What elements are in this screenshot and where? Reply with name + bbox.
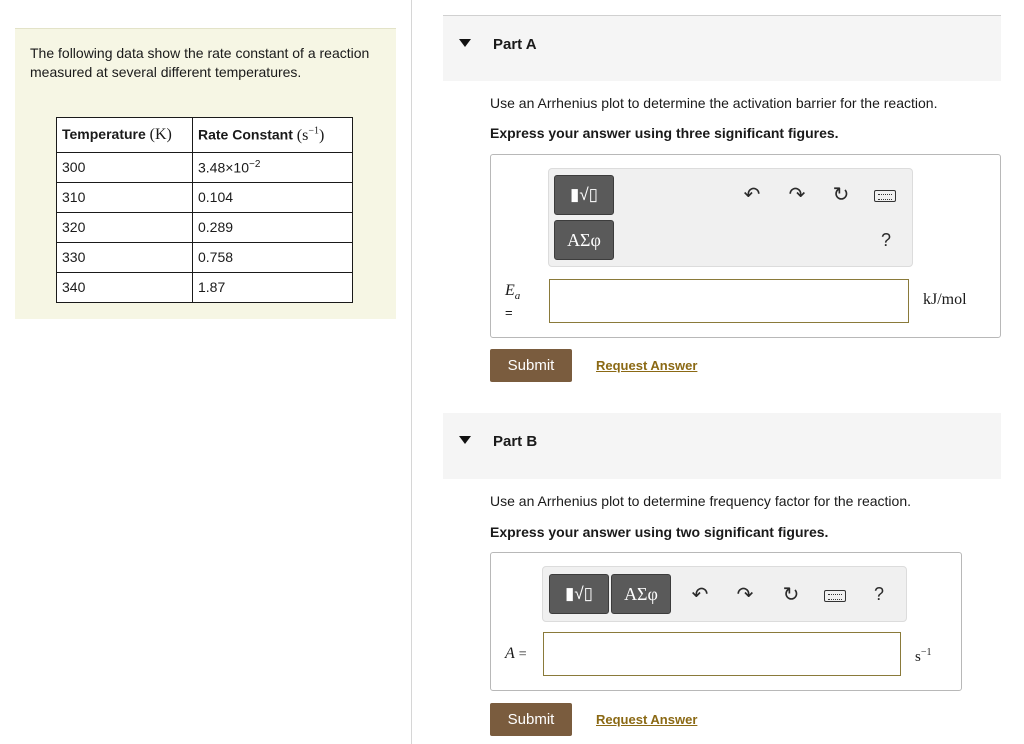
table-row (57, 153, 353, 183)
col-temperature-header: Temperature (K) (57, 118, 193, 153)
templates-button[interactable]: ▮√▯ (554, 175, 614, 215)
temperature-cell: 310 (57, 183, 193, 213)
table-row (57, 183, 353, 213)
part-a-answer-box (490, 154, 1001, 338)
help-button[interactable]: ? (880, 230, 891, 250)
problem-panel (15, 28, 396, 319)
table-row (57, 273, 353, 303)
table-row (57, 213, 353, 243)
help-button[interactable]: ? (873, 584, 884, 604)
table-row (57, 243, 353, 273)
problem-intro: The following data show the rate constant of a reaction measured at several different temperatures. (30, 45, 370, 80)
greek-symbols-button[interactable]: ΑΣφ (611, 574, 671, 614)
part-b-submit-button[interactable]: Submit (490, 703, 572, 736)
part-b-question: Use an Arrhenius plot to determine frequency factor for the reaction. (490, 493, 912, 509)
col-rate-constant-header: Rate Constant $(s^{-1})$ (193, 118, 353, 153)
part-b-variable-label: A = (505, 645, 527, 662)
table-header-row (57, 118, 353, 153)
temperature-cell: 300 (57, 153, 193, 183)
temperature-cell: 340 (57, 273, 193, 303)
reset-icon[interactable]: ↻ (832, 184, 850, 206)
part-a-instruction: Express your answer using three significant figures. (490, 125, 839, 141)
part-a-toolbar (548, 168, 913, 267)
redo-icon[interactable]: ↷ (736, 584, 754, 606)
part-a-equals: = (505, 305, 513, 320)
column-divider (411, 0, 412, 744)
part-b-answer-box (490, 552, 962, 691)
part-a-title: Part A (493, 36, 537, 53)
part-a-variable-label: $E_a$ (505, 282, 521, 303)
part-b-request-answer-link[interactable]: Request Answer (596, 712, 698, 727)
redo-icon[interactable]: ↷ (788, 184, 806, 206)
part-a-header[interactable] (443, 15, 1001, 81)
part-a-unit: kJ/mol (923, 291, 967, 308)
rate-constant-cell: 0.289 (193, 213, 353, 243)
part-a-question: Use an Arrhenius plot to determine the activation barrier for the reaction. (490, 95, 938, 111)
part-b-answer-input[interactable] (543, 632, 901, 676)
part-b-title: Part B (493, 433, 538, 450)
rate-constant-cell: 1.87 (193, 273, 353, 303)
reset-icon[interactable]: ↻ (782, 584, 800, 606)
data-table (56, 117, 353, 303)
keyboard-icon[interactable] (874, 189, 896, 207)
collapse-caret-icon[interactable] (459, 436, 471, 444)
part-b-toolbar (542, 566, 907, 622)
undo-icon[interactable]: ↶ (691, 584, 709, 606)
temperature-cell: 320 (57, 213, 193, 243)
rate-constant-cell: $3.48\times 10^{-2}$ (193, 153, 353, 183)
rate-constant-cell: 0.758 (193, 243, 353, 273)
part-b-instruction: Express your answer using two significant figures. (490, 524, 829, 540)
part-a-submit-button[interactable]: Submit (490, 349, 572, 382)
rate-constant-cell: 0.104 (193, 183, 353, 213)
part-a-answer-input[interactable] (549, 279, 909, 323)
temperature-cell: 330 (57, 243, 193, 273)
keyboard-icon[interactable] (824, 589, 846, 607)
collapse-caret-icon[interactable] (459, 39, 471, 47)
undo-icon[interactable]: ↶ (743, 184, 761, 206)
greek-symbols-button[interactable]: ΑΣφ (554, 220, 614, 260)
part-a-request-answer-link[interactable]: Request Answer (596, 358, 698, 373)
part-b-header[interactable] (443, 413, 1001, 479)
templates-button[interactable]: ▮√▯ (549, 574, 609, 614)
part-b-unit: $s^{-1}$ (915, 647, 932, 665)
